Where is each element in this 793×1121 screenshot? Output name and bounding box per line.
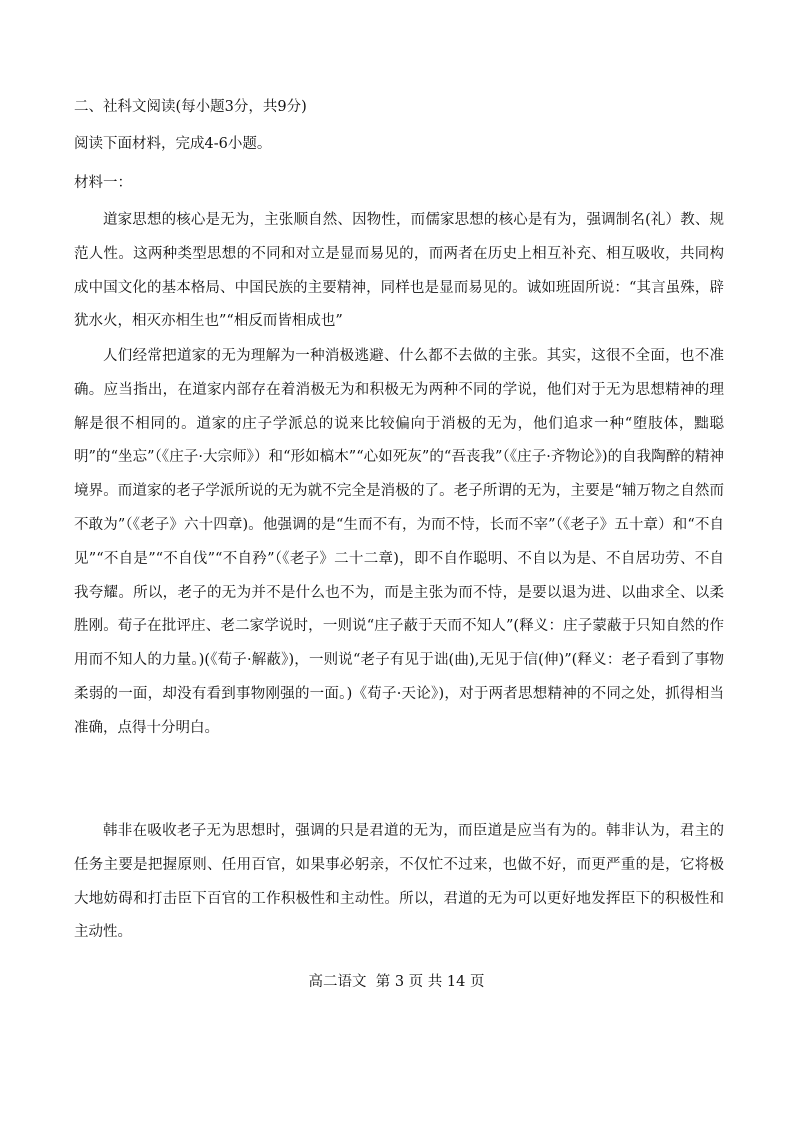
paragraph-3: 韩非在吸收老子无为思想时，强调的只是君道的无为，而臣道是应当有为的。韩非认为，君主的任务主要是把握原则、任用百官，如果事必躬亲，不仅忙不过来，也做不好，而更严重的是，它将极大地妨碍和打击臣下百官的工作积极性和主动性。所以，君道的无为可以更好地发挥臣下的积极性和主动性。 — [74, 823, 724, 941]
paragraph-2: 人们经常把道家的无为理解为一种消极逃避、什么都不去做的主张。其实，这很不全面，也不准确。应当指出，在道家内部存在着消极无为和积极无为两种不同的学说，他们对于无为思想精神的理解是很不相同的。道家的庄子学派总的说来比较偏向于消极的无为，他们追求一种“堕肢体，黜聪明”的“坐忘”（《庄子·大宗师》）和“形如槁木”“心如死灰”的“吾丧我”（《庄子·齐物论》)的自我陶醉的精神境界。而道家的老子学派所说的无为就不完全是消极的了。老子所谓的无为，主要是“辅万物之自然而不敢为”（《老子》六十四章)。他强调的是“生而不有，为而不恃，长而不宰”（《老子》五十章）和“不自见”“不自是”“不自伐”“不自矜”（《老子》二十二章)，即不自作聪明、不自以为是、不自居功劳、不自我夸耀。所以，老子的无为并不是什么也不为，而是主张为而不恃，是要以退为进、以曲求全、以柔胜刚。荀子在批评庄、老二家学说时，一则说“庄子蔽于天而不知人”(释义：庄子蒙蔽于只知自然的作用而不知人的力量。)(《荀子·解蔽》)，一则说“老子有见于诎(曲),无见于信(伸)”(释义：老子看到了事物柔弱的一面，却没有看到事物刚强的一面。)《荀子·天论》)，对于两者思想精神的不同之处，抓得相当准确，点得十分明白。 — [74, 348, 724, 736]
reading-instruction: 阅读下面材料，完成4-6小题。 — [74, 136, 272, 152]
paragraph-1: 道家思想的核心是无为，主张顺自然、因物性，而儒家思想的核心是有为，强调制名(礼）教、规范人性。这两种类型思想的不同和对立是显而易见的，而两者在历史上相互补充、相互吸收，共同构成中国文化的基本格局、中国民族的主要精神，同样也是显而易见的。诚如班固所说：“其言虽殊，辟犹水火，相灭亦相生也”“相反而皆相成也” — [74, 212, 724, 330]
section-heading: 二、社科文阅读(每小题3分，共9分) — [74, 99, 307, 115]
page-footer: 高二语文 第 3 页 共 14 页 — [308, 974, 485, 990]
material-label: 材料一： — [74, 175, 132, 191]
